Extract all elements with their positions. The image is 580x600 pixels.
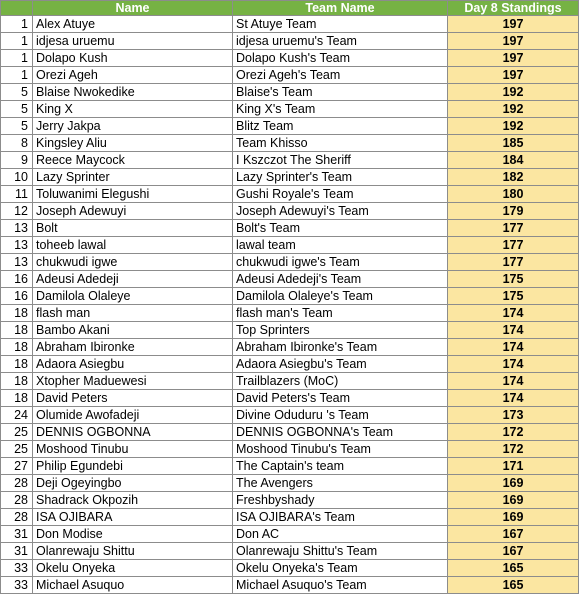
name-column-header: Name: [33, 1, 233, 16]
team-name-cell: idjesa uruemu's Team: [233, 33, 448, 50]
score-cell: 179: [448, 203, 579, 220]
score-cell: 197: [448, 50, 579, 67]
score-cell: 172: [448, 441, 579, 458]
team-name-cell: lawal team: [233, 237, 448, 254]
score-cell: 167: [448, 526, 579, 543]
score-cell: 177: [448, 237, 579, 254]
table-row: [1, 543, 579, 560]
team-name-cell: Team Khisso: [233, 135, 448, 152]
score-cell: 169: [448, 492, 579, 509]
table-row: [1, 390, 579, 407]
table-row: [1, 50, 579, 67]
player-name-cell: Toluwanimi Elegushi: [33, 186, 233, 203]
team-name-cell: Moshood Tinubu's Team: [233, 441, 448, 458]
player-name-cell: Reece Maycock: [33, 152, 233, 169]
team-name-cell: Gushi Royale's Team: [233, 186, 448, 203]
team-name-cell: flash man's Team: [233, 305, 448, 322]
table-row: [1, 288, 579, 305]
score-cell: 165: [448, 560, 579, 577]
score-cell: 169: [448, 475, 579, 492]
rank-cell: 18: [1, 373, 33, 390]
standings-column-header: Day 8 Standings: [448, 1, 579, 16]
score-cell: 174: [448, 373, 579, 390]
header-row: [1, 1, 579, 16]
team-name-cell: Joseph Adewuyi's Team: [233, 203, 448, 220]
rank-cell: 13: [1, 220, 33, 237]
score-cell: 177: [448, 220, 579, 237]
team-name-cell: The Avengers: [233, 475, 448, 492]
table-row: [1, 458, 579, 475]
rank-cell: 18: [1, 390, 33, 407]
player-name-cell: Joseph Adewuyi: [33, 203, 233, 220]
player-name-cell: chukwudi igwe: [33, 254, 233, 271]
score-cell: 192: [448, 118, 579, 135]
score-cell: 171: [448, 458, 579, 475]
rank-cell: 25: [1, 424, 33, 441]
team-name-cell: ISA OJIBARA's Team: [233, 509, 448, 526]
table-row: [1, 492, 579, 509]
rank-cell: 18: [1, 356, 33, 373]
score-cell: 174: [448, 305, 579, 322]
rank-cell: 13: [1, 254, 33, 271]
score-cell: 167: [448, 543, 579, 560]
rank-cell: 31: [1, 526, 33, 543]
player-name-cell: Alex Atuye: [33, 16, 233, 33]
table-row: [1, 526, 579, 543]
score-cell: 185: [448, 135, 579, 152]
table-row: [1, 322, 579, 339]
team-name-cell: Top Sprinters: [233, 322, 448, 339]
rank-cell: 28: [1, 509, 33, 526]
table-row: [1, 101, 579, 118]
rank-cell: 33: [1, 560, 33, 577]
team-name-cell: Dolapo Kush's Team: [233, 50, 448, 67]
team-name-cell: Orezi Ageh's Team: [233, 67, 448, 84]
player-name-cell: Olanrewaju Shittu: [33, 543, 233, 560]
team-name-cell: Lazy Sprinter's Team: [233, 169, 448, 186]
score-cell: 172: [448, 424, 579, 441]
player-name-cell: Orezi Ageh: [33, 67, 233, 84]
score-cell: 174: [448, 322, 579, 339]
team-name-cell: I Kszczot The Sheriff: [233, 152, 448, 169]
player-name-cell: Abraham Ibironke: [33, 339, 233, 356]
player-name-cell: toheeb lawal: [33, 237, 233, 254]
table-row: [1, 407, 579, 424]
player-name-cell: flash man: [33, 305, 233, 322]
player-name-cell: Xtopher Maduewesi: [33, 373, 233, 390]
score-cell: 197: [448, 16, 579, 33]
team-name-cell: DENNIS OGBONNA's Team: [233, 424, 448, 441]
player-name-cell: Lazy Sprinter: [33, 169, 233, 186]
team-name-cell: Adaora Asiegbu's Team: [233, 356, 448, 373]
rank-cell: 10: [1, 169, 33, 186]
table-row: [1, 84, 579, 101]
table-row: [1, 560, 579, 577]
table-row: [1, 373, 579, 390]
team-name-cell: chukwudi igwe's Team: [233, 254, 448, 271]
score-cell: 184: [448, 152, 579, 169]
score-cell: 174: [448, 339, 579, 356]
team-name-cell: Blaise's Team: [233, 84, 448, 101]
rank-cell: 5: [1, 84, 33, 101]
team-name-cell: King X's Team: [233, 101, 448, 118]
team-name-cell: Freshbyshady: [233, 492, 448, 509]
score-cell: 180: [448, 186, 579, 203]
score-cell: 192: [448, 101, 579, 118]
player-name-cell: Shadrack Okpozih: [33, 492, 233, 509]
team-name-cell: Olanrewaju Shittu's Team: [233, 543, 448, 560]
rank-cell: 16: [1, 288, 33, 305]
table-row: [1, 186, 579, 203]
team-name-column-header: Team Name: [233, 1, 448, 16]
table-row: [1, 118, 579, 135]
table-row: [1, 135, 579, 152]
table-row: [1, 356, 579, 373]
player-name-cell: Moshood Tinubu: [33, 441, 233, 458]
rank-cell: 9: [1, 152, 33, 169]
rank-cell: 33: [1, 577, 33, 594]
player-name-cell: idjesa uruemu: [33, 33, 233, 50]
score-cell: 175: [448, 271, 579, 288]
team-name-cell: Adeusi Adedeji's Team: [233, 271, 448, 288]
table-row: [1, 237, 579, 254]
team-name-cell: The Captain's team: [233, 458, 448, 475]
team-name-cell: Blitz Team: [233, 118, 448, 135]
rank-cell: 18: [1, 305, 33, 322]
player-name-cell: Don Modise: [33, 526, 233, 543]
rank-cell: 16: [1, 271, 33, 288]
rank-cell: 27: [1, 458, 33, 475]
rank-cell: 1: [1, 50, 33, 67]
table-row: [1, 424, 579, 441]
team-name-cell: Okelu Onyeka's Team: [233, 560, 448, 577]
table-row: [1, 271, 579, 288]
rank-column-header: [1, 1, 33, 16]
table-row: [1, 339, 579, 356]
table-row: [1, 33, 579, 50]
rank-cell: 1: [1, 67, 33, 84]
rank-cell: 13: [1, 237, 33, 254]
team-name-cell: St Atuye Team: [233, 16, 448, 33]
rank-cell: 28: [1, 475, 33, 492]
player-name-cell: Philip Egundebi: [33, 458, 233, 475]
score-cell: 169: [448, 509, 579, 526]
score-cell: 197: [448, 67, 579, 84]
player-name-cell: Olumide Awofadeji: [33, 407, 233, 424]
table-row: [1, 152, 579, 169]
player-name-cell: David Peters: [33, 390, 233, 407]
score-cell: 197: [448, 33, 579, 50]
score-cell: 174: [448, 390, 579, 407]
team-name-cell: Bolt's Team: [233, 220, 448, 237]
team-name-cell: David Peters's Team: [233, 390, 448, 407]
team-name-cell: Abraham Ibironke's Team: [233, 339, 448, 356]
player-name-cell: Dolapo Kush: [33, 50, 233, 67]
score-cell: 174: [448, 356, 579, 373]
score-cell: 173: [448, 407, 579, 424]
rank-cell: 12: [1, 203, 33, 220]
player-name-cell: Blaise Nwokedike: [33, 84, 233, 101]
player-name-cell: Deji Ogeyingbo: [33, 475, 233, 492]
table-row: [1, 577, 579, 594]
rank-cell: 24: [1, 407, 33, 424]
table-row: [1, 67, 579, 84]
team-name-cell: Don AC: [233, 526, 448, 543]
player-name-cell: ISA OJIBARA: [33, 509, 233, 526]
rank-cell: 1: [1, 33, 33, 50]
score-cell: 165: [448, 577, 579, 594]
rank-cell: 31: [1, 543, 33, 560]
player-name-cell: Kingsley Aliu: [33, 135, 233, 152]
rank-cell: 5: [1, 101, 33, 118]
player-name-cell: Bambo Akani: [33, 322, 233, 339]
score-cell: 182: [448, 169, 579, 186]
player-name-cell: Jerry Jakpa: [33, 118, 233, 135]
score-cell: 192: [448, 84, 579, 101]
player-name-cell: DENNIS OGBONNA: [33, 424, 233, 441]
team-name-cell: Divine Oduduru 's Team: [233, 407, 448, 424]
player-name-cell: Adeusi Adedeji: [33, 271, 233, 288]
rank-cell: 8: [1, 135, 33, 152]
rank-cell: 25: [1, 441, 33, 458]
rank-cell: 5: [1, 118, 33, 135]
player-name-cell: Bolt: [33, 220, 233, 237]
team-name-cell: Damilola Olaleye's Team: [233, 288, 448, 305]
score-cell: 175: [448, 288, 579, 305]
table-row: [1, 441, 579, 458]
rank-cell: 18: [1, 339, 33, 356]
table-row: [1, 254, 579, 271]
table-row: [1, 16, 579, 33]
score-cell: 177: [448, 254, 579, 271]
rank-cell: 11: [1, 186, 33, 203]
rank-cell: 28: [1, 492, 33, 509]
player-name-cell: Damilola Olaleye: [33, 288, 233, 305]
table-row: [1, 169, 579, 186]
rank-cell: 1: [1, 16, 33, 33]
rank-cell: 18: [1, 322, 33, 339]
team-name-cell: Trailblazers (MoC): [233, 373, 448, 390]
table-row: [1, 509, 579, 526]
table-row: [1, 305, 579, 322]
player-name-cell: King X: [33, 101, 233, 118]
player-name-cell: Adaora Asiegbu: [33, 356, 233, 373]
table-row: [1, 475, 579, 492]
player-name-cell: Michael Asuquo: [33, 577, 233, 594]
table-row: [1, 220, 579, 237]
player-name-cell: Okelu Onyeka: [33, 560, 233, 577]
team-name-cell: Michael Asuquo's Team: [233, 577, 448, 594]
table-row: [1, 203, 579, 220]
